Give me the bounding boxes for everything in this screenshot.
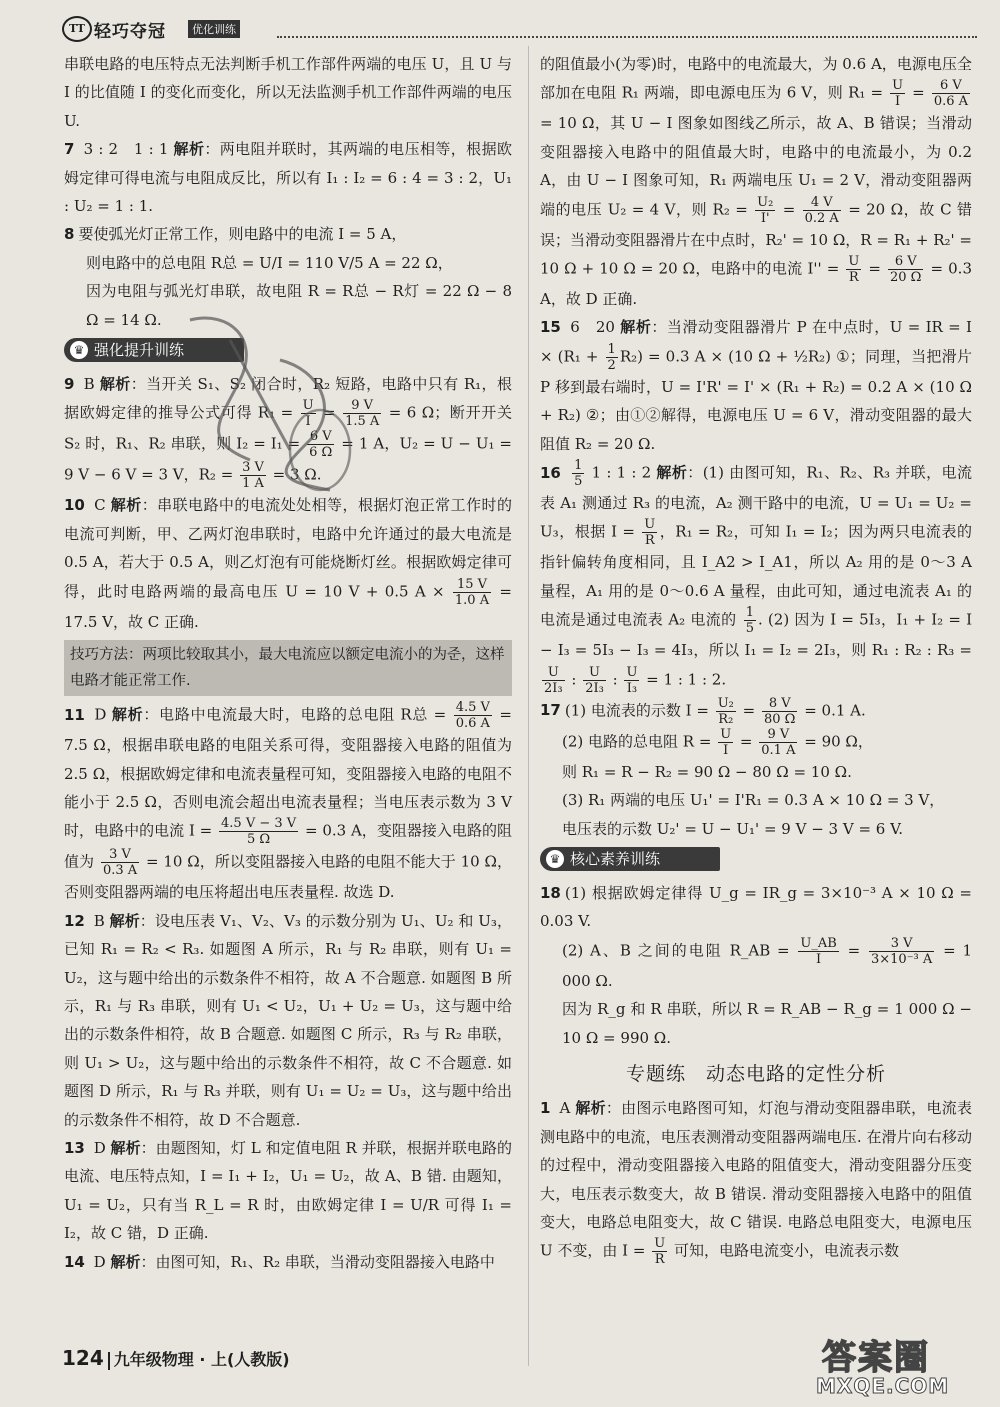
brand-title: 轻巧夺冠 <box>94 22 166 42</box>
fraction: $\frac{U}{I}$ <box>302 398 314 430</box>
fraction: $\frac{6 V}{6 \Omega}$ <box>309 429 333 461</box>
question-8-line2: 则电路中的总电阻 R总 = U/I = 110 V/5 A = 22 Ω， <box>86 253 453 272</box>
question-18-line3: 因为 R_g 和 R 串联，所以 R = R_AB − R_g = 1 000 Ω − 10 Ω = 990 Ω. <box>562 1000 972 1047</box>
question-9: 9 B 解析：当开关 S₁、S₂ 闭合时，R₂ 短路，电路中只有 R₁，根据欧姆定律的推导公式可得 R₁ = $\frac{U}{I}$ = $\frac{9 V}{1.5 A}$ = 6 Ω；断开开关 S₂ 时，R₁、R₂ 串联，则 I₂ = I₁ = $\frac{6 V}{6 \Omega}$ = 1 A，U₂ = U − U₁ = 9 V − 6 V = 3 V，R₂ = $\frac{3 V}{1 A}$ = 3 Ω. <box>64 375 512 492</box>
fraction: $\frac{1}{5}$ <box>745 605 754 637</box>
fraction: $\frac{U}{R}$ <box>848 254 860 286</box>
fraction: $\frac{4 V}{0.2 A}$ <box>804 194 839 226</box>
topic-question-1: 1 A 解析：由图示电路图可知，灯泡与滑动变阻器串联，电流表测电路中的电流，电压表测滑动变阻器两端电压. 在滑片向右移动的过程中，滑动变阻器接入电路的阻值变大，滑动变阻器分压变大，电压表示数变大，故 B 错误. 滑动变阻器接入电路中的阻值变大，电路总电阻变大，故 C 错误. 电路总电阻变大，电源电压 U 不变，由 I = $\frac{U}{R}$ 可知，电路电流变小，电流表示数 <box>540 1099 972 1268</box>
question-8-line3: 因为电阻与弧光灯串联，故电阻 R = R总 − R灯 = 22 Ω − 8 Ω = 14 Ω. <box>86 282 512 329</box>
fraction: $\frac{1}{5}$ <box>574 458 583 490</box>
fraction: $\frac{9 V}{0.1 A}$ <box>761 726 796 758</box>
question-17-line3: 则 R₁ = R − R₂ = 90 Ω − 80 Ω = 10 Ω. <box>562 762 852 781</box>
question-11: 11 D 解析：电路中电流最大时，电路的总电阻 R总 = $\frac{4.5 V}{0.6 A}$ = 7.5 Ω，根据串联电路的电阻关系可得，变阻器接入电路的阻值为 2.5 Ω，根据欧姆定律和电流表量程可知，变阻器接入电路的电阻不能小于 2.5 Ω，否则电流会超出电流表量程；当电压表示数为 3 V 时，电路中的电流 I = $\frac{4.5 V - 3 V}{5 \Omega}$ = 0.3 A，变阻器接入电路的阻值为 $\frac{3 V}{0.3 A}$ = 10 Ω，所以变阻器接入电路的电阻不能大于 10 Ω，否则变阻器两端的电压将超出电压表量程. 故选 D. <box>64 700 512 902</box>
topic-title: 专题练 动态电路的定性分析 <box>625 1062 886 1085</box>
fraction: $\frac{3 V}{1 A}$ <box>242 460 264 492</box>
fraction: $\frac{3 V}{\text{3×10⁻³ A}}$ <box>870 935 933 967</box>
question-14: 14 D 解析：由图可知，R₁、R₂ 串联，当滑动变阻器接入电路中 <box>64 1252 495 1271</box>
tip-box: 技巧方法：两项比较取其小，最大电流应以额定电流小的为준，这样电路才能正常工作. <box>64 640 512 696</box>
header-divider <box>277 36 977 38</box>
fraction: $\frac{1}{2}$ <box>607 341 616 373</box>
page-number: 124 <box>62 1346 104 1370</box>
section-banner-core <box>540 847 972 873</box>
fraction: $\frac{\text{U₂}}{I'}$ <box>757 194 774 226</box>
brand-subtitle: 优化训练 <box>188 20 240 38</box>
fraction: $\frac{U}{\text{2I₃}}$ <box>544 664 563 696</box>
question-16: 16 $\frac{1}{5}$ 1 : 1 : 2 解析：(1) 由图可知，R₁、R₂、R₃ 并联，电流表 A₁ 测通过 R₃ 的电流，A₂ 测干路中的电流，U = U₁ = U₂ = U₃，根据 I = $\frac{U}{R}$ ，R₁ = R₂，可知 I₁ = I₂；因为两只电流表的指针偏转角度相同，且 I_A2 > I_A1，所以 A₂ 用的是 0～3 A 量程，A₁ 用的是 0～0.6 A 量程，由此可知，通过电流表 A₁ 的电流是通过电流表 A₂ 电流的 $\frac{1}{5}$ . (2) 因为 I = 5I₃，I₁ + I₂ = I − I₃ = 5I₃ − I₃ = 4I₃，所以 I₁ = I₂ = 2I₃，则 R₁ : R₂ : R₃ = $\frac{U}{\text{2I₃}}$ : $\frac{U}{\text{2I₃}}$ : $\frac{U}{\text{I₃}}$ = 1 : 1 : 2. <box>540 458 973 696</box>
continued-text: 串联电路的电压特点无法判断手机工作部件两端的电压 U，且 U 与 I 的比值随 I 的变化而变化，所以无法监测手机工作部件两端的电压 U. <box>64 55 512 130</box>
fraction: $\frac{8 V}{80 \Omega}$ <box>763 695 796 727</box>
section-title: 强化提升训练 <box>64 338 244 362</box>
crown-icon: ♛ <box>546 850 564 868</box>
book-title: 九年级物理 · 上(人教版) <box>113 1350 290 1369</box>
left-column <box>64 50 512 1276</box>
column-divider <box>528 46 529 1366</box>
fraction: $\frac{6 V}{20 \Omega}$ <box>890 254 922 286</box>
fraction: $\frac{U}{I}$ <box>720 726 732 758</box>
question-17: 17 (1) 电流表的示数 I = $\frac{\text{U₂}}{\text{R₂}}$ = $\frac{8 V}{80 \Omega}$ = 0.1 A. <box>540 695 866 727</box>
crown-icon: ♛ <box>70 341 88 359</box>
fraction: $\frac{U}{I}$ <box>892 78 904 110</box>
fraction: $\frac{U}{\text{2I₃}}$ <box>585 664 604 696</box>
footer <box>62 1346 290 1370</box>
section-title: 核心素养训练 <box>540 847 720 871</box>
fraction: $\frac{9 V}{1.5 A}$ <box>345 398 380 430</box>
question-8: 8 要使弧光灯正常工作，则电路中的电流 I = 5 A， <box>64 225 407 244</box>
question-7: 7 3 : 2 1 : 1 解析：两电阻并联时，其两端的电压相等，根据欧姆定律可得电流与电阻成反比，所以有 I₁ : I₂ = 6 : 4 = 3 : 2，U₁ : U₂ = 1 : 1. <box>64 140 512 216</box>
header <box>62 14 972 42</box>
fraction: $\frac{U}{\text{I₃}}$ <box>626 664 638 696</box>
question-12: 12 B 解析：设电压表 V₁、V₂、V₃ 的示数分别为 U₁、U₂ 和 U₃，已知 R₁ = R₂ < R₃. 如题图 A 所示，R₁ 与 R₂ 串联，则有 U₁ = U₂，这与题中给出的示数条件不相符，故 A 不合题意. 如题图 B 所示，R₁ 与 R₃ 串联，则有 U₁ < U₂，U₁ + U₂ = U₃，这与题中给出的示数条件相符，故 B 合题意. 如题图 C 所示，R₃ 与 R₂ 串联，则 U₁ > U₂，这与题中给出的示数条件不相符，故 C 不合题意. 如题图 D 所示，R₁ 与 R₃ 并联，则有 U₁ = U₂ = U₃，这与题中给出的示数条件不相符，故 D 不合题意. <box>64 911 512 1129</box>
fraction: $\frac{6 V}{0.6 A}$ <box>933 78 969 110</box>
fraction: $\frac{4.5 V}{0.6 A}$ <box>455 700 490 732</box>
question-17-line5: 电压表的示数 U₂' = U − U₁' = 9 V − 3 V = 6 V. <box>562 819 904 838</box>
question-17-part2: (2) 电路的总电阻 R = $\frac{U}{I}$ = $\frac{9 V}{0.1 A}$ = 90 Ω， <box>562 726 873 758</box>
fraction: $\frac{U\_AB}{I}$ <box>800 935 837 967</box>
brand-logo: TT <box>62 16 92 42</box>
watermark <box>800 1330 990 1402</box>
question-13: 13 D 解析：由题图知，灯 L 和定值电阻 R 并联，根据并联电路的电流、电压特点知，I = I₁ + I₂，U₁ = U₂，故 A、B 错. 由题知，U₁ = U₂，只有当 R_L = R 时，由欧姆定律 I = U/R 可得 I₁ = I₂，故 C 错，D 正确. <box>64 1138 512 1243</box>
fraction: $\frac{15 V}{1.0 A}$ <box>454 576 490 608</box>
question-18-part2: (2) A、B 之间的电阻 R_AB = $\frac{U\_AB}{I}$ = $\frac{3 V}{\text{3×10⁻³ A}}$ = 1 000 Ω. <box>562 935 972 990</box>
right-column <box>540 50 972 1267</box>
question-15: 15 6 20 解析：当滑动变阻器滑片 P 在中点时，U = IR = I × (R₁ + $\frac{1}{2}$ R₂) = 0.3 A × (10 Ω + ½R₂) ①；同理，当把滑片 P 移到最右端时，U = I'R' = I' × (R₁ + R₂) = 0.2 A × (10 Ω + R₂) ②；由①②解得，电源电压 U = 6 V，滑动变阻器的最大阻值 R₂ = 20 Ω. <box>540 318 972 453</box>
question-17-part3: (3) R₁ 两端的电压 U₁' = I'R₁ = 0.3 A × 10 Ω = 3 V， <box>562 791 945 810</box>
watermark-url: MXQE.COM <box>816 1374 950 1398</box>
fraction: $\frac{3 V}{0.3 A}$ <box>102 847 138 879</box>
watermark-logo: 答案圈 <box>822 1338 930 1378</box>
footer-divider <box>108 1352 110 1370</box>
question-14-continued: 的阻值最小(为零)时，电路中的电流最大，为 0.6 A，电源电压全部加在电阻 R₁ 两端，即电源电压为 6 V，则 R₁ = $\frac{U}{I}$ = $\frac{6 V}{0.6 A}$ = 10 Ω，其 U − I 图象如图线乙所示，故 A、B 错误；当滑动变阻器接入电路中的阻值最大时，电路中的电流最小，为 0.2 A，由 U − I 图象可知，R₁ 两端电压 U₁ = 2 V，滑动变阻器两端的电压 U₂ = 4 V，则 R₂ = $\frac{\text{U₂}}{I'}$ = $\frac{4 V}{0.2 A}$ = 20 Ω，故 C 错误；当滑动变阻器滑片在中点时，R₂' = 10 Ω，R = R₁ + R₂' = 10 Ω + 10 Ω = 20 Ω，电路中的电流 I'' = $\frac{U}{R}$ = $\frac{6 V}{20 \Omega}$ = 0.3 A，故 D 正确. <box>540 55 972 309</box>
question-10: 10 C 解析：串联电路中的电流处处相等，根据灯泡正常工作时的电流可判断，甲、乙两灯泡串联时，电路中允许通过的最大电流是 0.5 A，若大于 0.5 A，则乙灯泡有可能烧断灯丝。根据欧姆定律可得，此时电路两端的最高电压 U = 10 V + 0.5 A × $\frac{15 V}{1.0 A}$ = 17.5 V，故 C 正确. <box>64 496 512 631</box>
section-banner-strengthen <box>64 338 512 364</box>
fraction: $\frac{\text{U₂}}{\text{R₂}}$ <box>717 695 734 727</box>
question-18: 18 (1) 根据欧姆定律得 U_g = IR_g = 3×10⁻³ A × 10 Ω = 0.03 V. <box>540 883 972 931</box>
fraction: $\frac{4.5 V - 3 V}{5 \Omega}$ <box>221 816 297 848</box>
fraction: $\frac{U}{R}$ <box>654 1236 666 1268</box>
fraction: $\frac{U}{R}$ <box>644 517 656 549</box>
